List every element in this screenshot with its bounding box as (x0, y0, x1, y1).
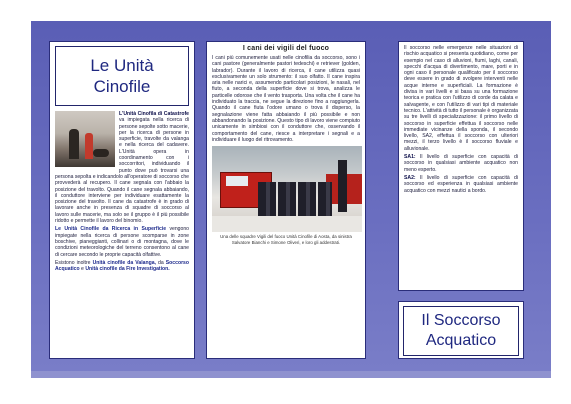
water-rescue-units: Soccorso Acquatico (55, 259, 189, 273)
sa1-text: Il livello di superficie con capacità di soccorso in qualsiasi ambiente acquatico non meno esperto. (404, 154, 518, 173)
other-units-tail: e (81, 266, 84, 273)
other-units-paragraph (55, 260, 189, 273)
photo-caption: Una delle squadre Vigili del fuoco Unità Cinofile di Aosta, da sinistra Salvatore Bianchi e Simone Oliveri, e loro gli addestrati. (220, 234, 352, 245)
other-units-lead: Esistono inoltre (55, 259, 91, 266)
other-units-mid: da (158, 259, 164, 266)
left-title-line1: Le Unità (90, 56, 154, 75)
middle-panel (206, 41, 366, 359)
sa2-text: Il livello di superficie con capacità di soccorso ed esperienza in qualsiasi ambiente acquatico con mezzi nautici a bordo. (404, 174, 518, 194)
left-title-line2: Cinofile (93, 77, 151, 96)
surface-paragraph (55, 226, 189, 257)
avalanche-units: Unità cinofile da Valanga, (92, 259, 156, 266)
bottom-right-panel (398, 301, 524, 359)
intro-text: va impiegata nella ricerca di persone sepolte sotto macerie, per la ricerca di persone in superficie, travolte da valanga e nella ricerca del cadavere. L'Unità opera in coordinamento con i soccorritori, individuando il punto dove può trovarsi una persona sepolta e indicandolo all'operatore di soccorso che provvederà al recupero. Il cane segnala con l'abbaio la posizione del travolto. Quando il cane segnala abbaiando, il conduttore interviene per individuare esattamente la posizione del travolto. Il cane da catastrofe è in grado di lavorare anche in presenza di squadre di soccorso al lavoro sulle macerie, ma solo se il gruppo è il più possibile ridotto e permette il lavoro del binomio. (55, 117, 189, 225)
dog-rescue-photo (55, 111, 115, 167)
left-title (55, 46, 189, 106)
surface-bold: Le Unità Cinofile da Ricerca in Superficie (55, 226, 167, 233)
middle-body: I cani più comunemente usati nelle cinofilia da soccorso, sono i cani pastore (generalmente pastori tedeschi) e retriever (golden, labrador). Durante il lavoro di ricerca, il cane utilizza quasi esclusivamente un solo strumento: il suo olfatto. Il cane inspira aria nelle narici e, assumendo particolari posizioni, le nasali, nel fiuto, a seconda della superficie dove si trova, analizza le particelle odorose che il vento trasporta. Una volta che il cane ha individuato la traccia, ne segue la direzione fino a raggiungerla. Quando il cane fiuta l'odore umano o trova il disperso, la segnalazione viene fatta abbaiando il più possibile e non abbandonando la posizione. Questo tipo di lavoro viene compiuto unicamente in simbiosi con il conduttore che, osservando il comportamento del cane, riesce a interpretare i segnali e a individuare il luogo del ritrovamento. (212, 55, 360, 143)
water-title-line1: Il Soccorso (421, 312, 501, 329)
sa2-label: SA2: (404, 174, 416, 181)
sa1-label: SA1: (404, 154, 416, 161)
firefighters-photo (212, 146, 362, 232)
right-panel (398, 41, 524, 291)
surface-text: vengono impiegate nella ricerca di persone scomparse in zone boschive, pianeggianti, collinari o di montagna, dove le condizioni meteorologiche del terreno consentono al cane di cercare secondo le proprie capacità olfattive. (55, 226, 189, 258)
right-body: Il soccorso nelle emergenze nelle situazioni di rischio acquatico si presenta quotidiano, come per esempio nel caso di alluvioni, fiumi, laghi, canali, specchi d'acqua di divertimento, mare, porti e in ogni caso il personale qualificato per il soccorso deve essere in grado di svolgere interventi nelle acque interne e superficiali. La formazione è divisa in vari livelli e si basa su una formazione teorica e pratica con l'utilizzo di corde da calata e salvagente, e con l'utilizzo di vari tipi di materiale tecnico. L'attività di tutto il personale è organizzata su tre livelli di specializzazione: il primo livello di soccorso in superficie effettua il soccorso nelle immediate vicinanze della sponda, il secondo livello, SA2, effettua il soccorso con ulteriori mezzi, il terzo livello è il soccorso fluviale e alluvionale. (404, 45, 518, 152)
intro-bold: L'Unità Cinofila di Catastrofe (119, 111, 189, 117)
sa2-item (404, 175, 518, 194)
middle-heading: I cani dei vigili del fuoco (242, 45, 330, 52)
water-rescue-title (403, 306, 519, 356)
fire-investigation-units: Unità cinofile da Fire Investigation. (85, 266, 170, 273)
water-title-line2: Acquatico (425, 332, 497, 349)
sa1-item (404, 154, 518, 173)
bottom-bar (31, 371, 551, 378)
left-panel (49, 41, 195, 359)
